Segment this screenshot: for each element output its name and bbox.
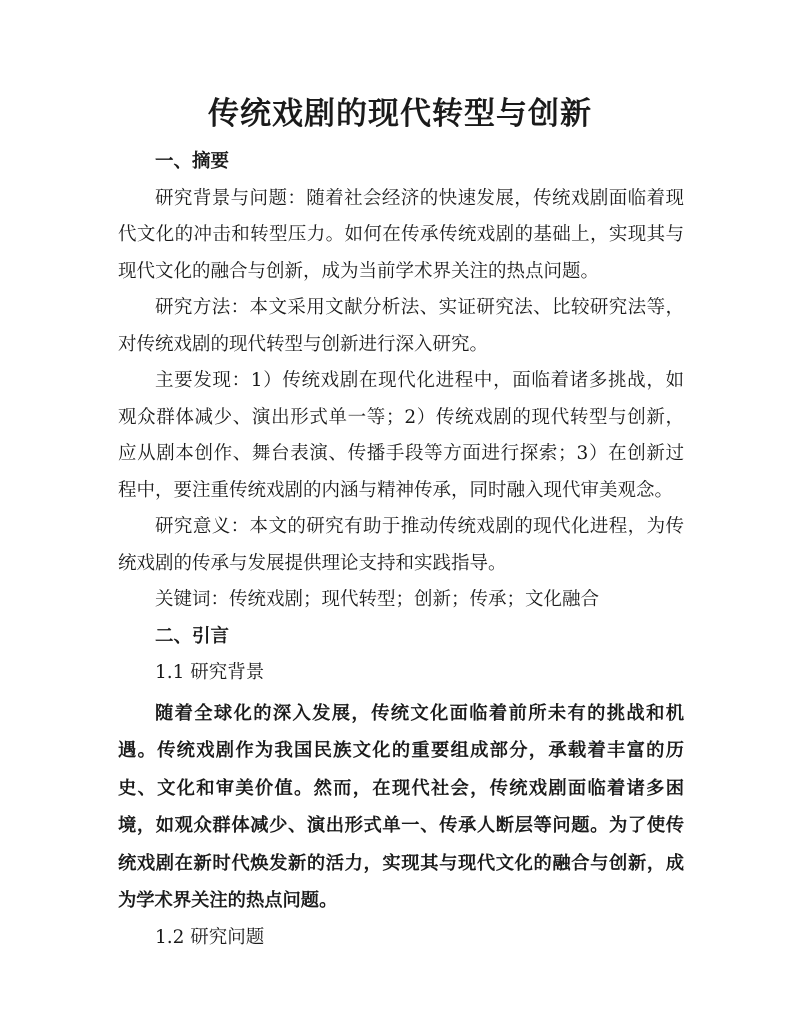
subsection-1-1-heading: 1.1 研究背景 — [155, 662, 265, 683]
research-background-paragraph: 随着全球化的深入发展，传统文化面临着前所未有的挑战和机遇。传统戏剧作为我国民族文化的重要组成部分，承载着丰富的历史、文化和审美价值。然而，在现代社会，传统戏剧面临着诸多困境，如观众群体减少、演出形式单一、传承人断层等问题。为了使传统戏剧在新时代焕发新的活力，实现其与现代文化的融合与创新，成为学术界关注的热点问题。 — [118, 702, 684, 911]
background-paragraph: 研究背景与问题：随着社会经济的快速发展，传统戏剧面临着现代文化的冲击和转型压力。如何在传承传统戏剧的基础上，实现其与现代文化的融合与创新，成为当前学术界关注的热点问题。 — [118, 187, 684, 282]
subsection-1-2-heading: 1.2 研究问题 — [155, 926, 265, 948]
document-title: 传统戏剧的现代转型与创新 — [208, 96, 592, 132]
significance-paragraph: 研究意义：本文的研究有助于推动传统戏剧的现代化进程，为传统戏剧的传承与发展提供理论支持和实践指导。 — [118, 516, 684, 574]
findings-paragraph: 主要发现：1）传统戏剧在现代化进程中，面临着诸多挑战，如观众群体减少、演出形式单一等；2）传统戏剧的现代转型与创新，应从剧本创作、舞台表演、传播手段等方面进行探索；3）在创新过程中，要注重传统戏剧的内涵与精神传承，同时融入现代审美观念。 — [118, 370, 684, 501]
methods-paragraph: 研究方法：本文采用文献分析法、实证研究法、比较研究法等，对传统戏剧的现代转型与创新进行深入研究。 — [118, 297, 684, 355]
introduction-heading: 二、引言 — [155, 625, 230, 647]
keywords-line: 关键词：传统戏剧；现代转型；创新；传承；文化融合 — [155, 589, 600, 610]
abstract-heading: 一、摘要 — [155, 151, 230, 172]
document-body — [118, 144, 684, 956]
